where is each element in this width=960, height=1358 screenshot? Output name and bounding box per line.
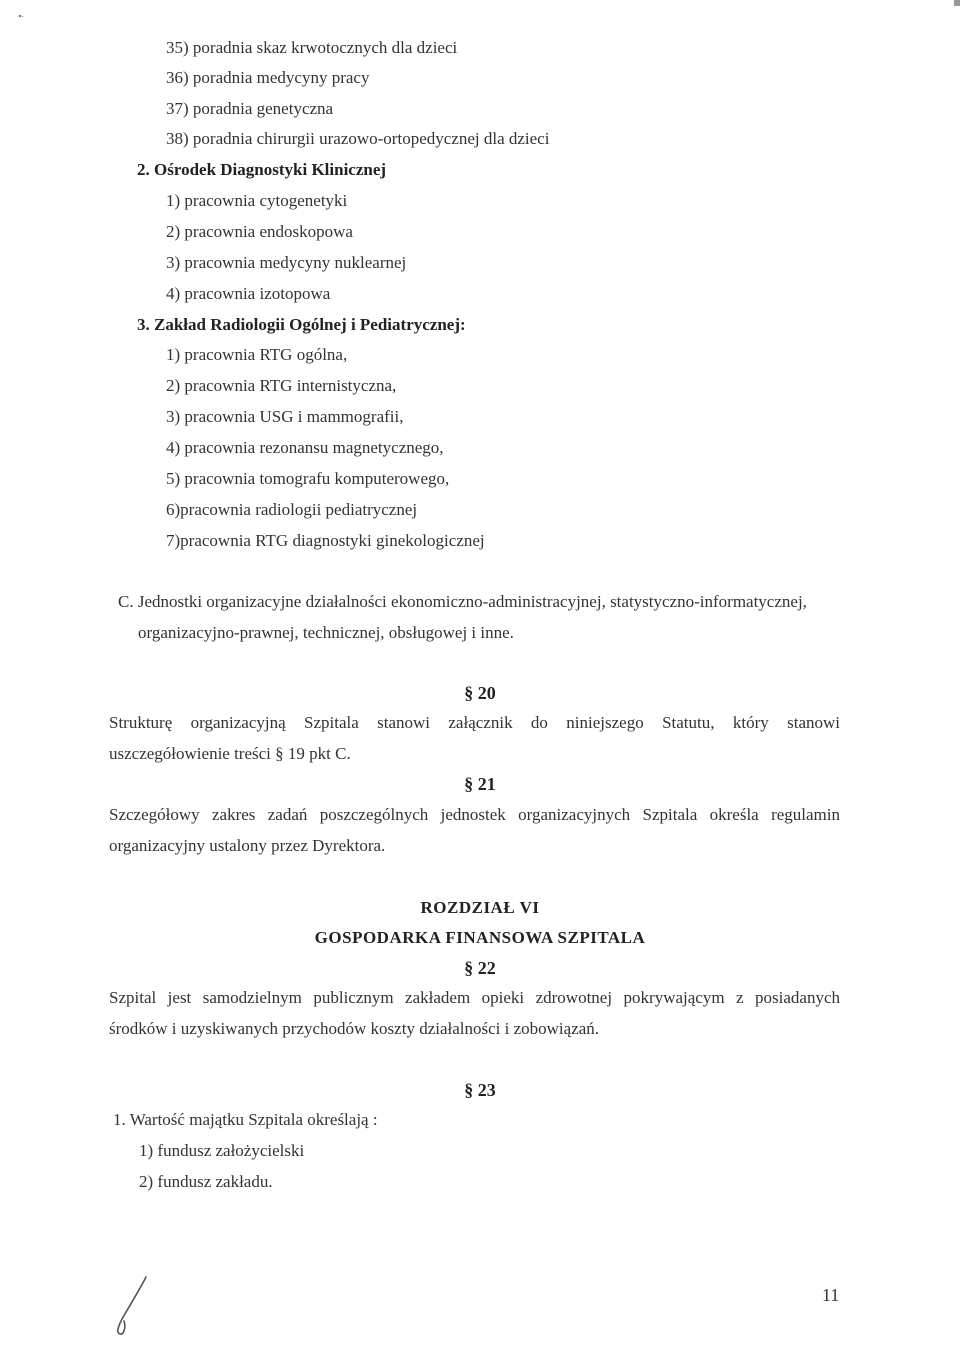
list-item: 37) poradnia genetyczna	[166, 99, 334, 118]
scan-edge-mark	[954, 0, 960, 6]
list-item: 7)pracownia RTG diagnostyki ginekologicznej	[166, 531, 485, 550]
paragraph-text: Szpital jest samodzielnym publicznym zakładem opieki zdrowotnej pokrywającym z posiadanych	[109, 988, 840, 1007]
list-item: 36) poradnia medycyny pracy	[166, 68, 370, 87]
handwritten-initial-signature	[112, 1275, 152, 1337]
paragraph-sign: § 22	[464, 958, 496, 978]
chapter-subtitle: GOSPODARKA FINANSOWA SZPITALA	[314, 928, 646, 947]
list-item: 3) pracownia USG i mammografii,	[166, 407, 404, 426]
list-item: 3) pracownia medycyny nuklearnej	[166, 253, 407, 272]
list-item: 1) pracownia RTG ogólna,	[166, 345, 348, 364]
paragraph-text: Strukturę organizacyjną Szpitala stanowi załącznik do niniejszego Statutu, który stanowi	[109, 713, 840, 732]
list-item: 5) pracownia tomografu komputerowego,	[166, 469, 450, 488]
list-item: 38) poradnia chirurgii urazowo-ortopedycznej dla dzieci	[166, 129, 550, 148]
list-item: 2) pracownia endoskopowa	[166, 222, 353, 241]
list-item: 2) pracownia RTG internistyczna,	[166, 376, 397, 395]
list-item: 6)pracownia radiologii pediatrycznej	[166, 500, 418, 519]
list-item: 4) pracownia rezonansu magnetycznego,	[166, 438, 444, 457]
paragraph-text: organizacyjny ustalony przez Dyrektora.	[109, 836, 386, 855]
list-item: 35) poradnia skaz krwotocznych dla dzieci	[166, 38, 458, 57]
section-title: 2. Ośrodek Diagnostyki Klinicznej	[137, 160, 387, 179]
corner-speck	[18, 14, 24, 18]
section-c-line: organizacyjno-prawnej, technicznej, obsługowej i inne.	[138, 623, 514, 642]
list-item: 4) pracownia izotopowa	[166, 284, 331, 303]
paragraph-text: środków i uzyskiwanych przychodów koszty działalności i zobowiązań.	[109, 1019, 600, 1038]
chapter-title: ROZDZIAŁ VI	[420, 898, 540, 917]
paragraph-text: uszczegółowienie treści § 19 pkt C.	[109, 744, 351, 763]
paragraph-sign: § 21	[464, 774, 496, 794]
page-number: 11	[822, 1285, 840, 1305]
section-title: 3. Zakład Radiologii Ogólnej i Pediatrycznej:	[137, 315, 466, 334]
section-c-line: C. Jednostki organizacyjne działalności ekonomiczno-administracyjnej, statystyczno-informatycznej,	[118, 592, 807, 611]
paragraph-sign: § 20	[464, 683, 496, 703]
list-item: 1) pracownia cytogenetyki	[166, 191, 348, 210]
list-item: 2) fundusz zakładu.	[139, 1172, 273, 1191]
paragraph-text: 1. Wartość majątku Szpitala określają :	[113, 1110, 378, 1129]
list-item: 1) fundusz założycielski	[139, 1141, 305, 1160]
paragraph-sign: § 23	[464, 1080, 496, 1100]
paragraph-text: Szczegółowy zakres zadań poszczególnych jednostek organizacyjnych Szpitala określa regulamin	[109, 805, 840, 824]
